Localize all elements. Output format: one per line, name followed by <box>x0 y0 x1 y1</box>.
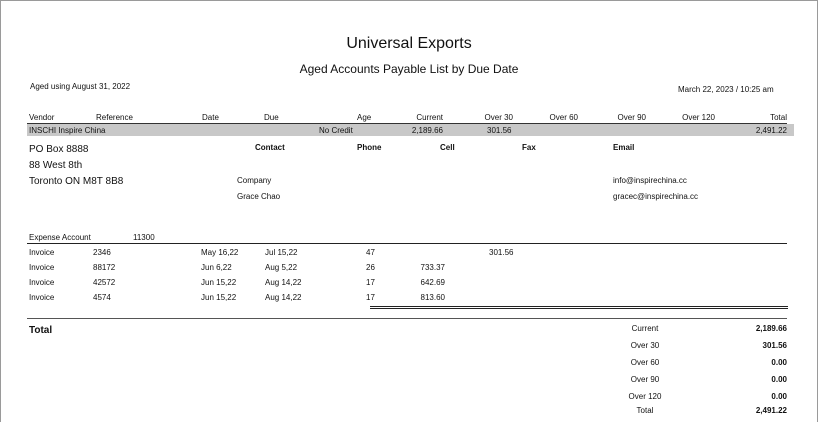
aged-using-text: Aged using August 31, 2022 <box>30 82 131 91</box>
col-date: Date <box>202 113 219 122</box>
total-divider <box>27 318 787 319</box>
invoice-age: 17 <box>366 278 375 287</box>
col-age: Age <box>357 113 372 122</box>
vendor-current: 2,189.66 <box>411 126 443 135</box>
invoice-due: Aug 5,22 <box>265 263 298 272</box>
col-over90: Over 90 <box>617 113 646 122</box>
vendor-total: 2,491.22 <box>755 126 787 135</box>
total-row-label: Total <box>636 406 654 415</box>
invoice-age: 26 <box>366 263 375 272</box>
vendor-over30: 301.56 <box>487 126 512 135</box>
invoice-date: Jun 15,22 <box>201 278 237 287</box>
col-over60: Over 60 <box>549 113 578 122</box>
invoice-ref: 2346 <box>93 248 111 257</box>
total-row-value: 301.56 <box>762 341 787 350</box>
expense-account-number: 11300 <box>133 233 155 242</box>
invoice-ref: 42572 <box>93 278 116 287</box>
col-reference: Reference <box>96 113 133 122</box>
col-over120: Over 120 <box>682 113 715 122</box>
phone-header: Phone <box>357 143 382 152</box>
invoice-age: 17 <box>366 293 375 302</box>
total-row-label: Over 60 <box>630 358 660 367</box>
invoice-over30: 301.56 <box>489 248 514 257</box>
grand-total-label: Total <box>29 325 53 336</box>
col-total: Total <box>770 113 787 122</box>
vendor-credit: No Credit <box>319 126 353 135</box>
invoice-type: Invoice <box>29 278 55 287</box>
contact-company-label: Company <box>237 176 272 185</box>
invoice-due: Aug 14,22 <box>265 278 302 287</box>
invoice-type: Invoice <box>29 248 55 257</box>
total-row-label: Over 30 <box>630 341 660 350</box>
fax-header: Fax <box>522 143 536 152</box>
company-title: Universal Exports <box>346 35 472 52</box>
col-over30: Over 30 <box>484 113 513 122</box>
vendor-name: INSCHI Inspire China <box>29 126 106 135</box>
expense-divider <box>27 243 787 244</box>
cell-header: Cell <box>440 143 455 152</box>
invoice-ref: 88172 <box>93 263 116 272</box>
vendor-address-line2: 88 West 8th <box>29 160 83 171</box>
col-current: Current <box>416 113 443 122</box>
invoice-current: 813.60 <box>420 293 445 302</box>
col-vendor: Vendor <box>29 113 55 122</box>
invoice-date: Jun 15,22 <box>201 293 237 302</box>
printed-timestamp: March 22, 2023 / 10:25 am <box>678 85 774 94</box>
invoice-due: Aug 14,22 <box>265 293 302 302</box>
invoice-ref: 4574 <box>93 293 111 302</box>
total-row-value: 2,189.66 <box>755 324 787 333</box>
invoice-current: 733.37 <box>420 263 445 272</box>
invoice-age: 47 <box>366 248 375 257</box>
total-row-label: Current <box>631 324 659 333</box>
invoice-subtotal-rule <box>370 306 788 307</box>
invoice-date: Jun 6,22 <box>201 263 232 272</box>
invoice-current: 642.69 <box>420 278 445 287</box>
report-title: Aged Accounts Payable List by Due Date <box>299 62 519 76</box>
contact-person: Grace Chao <box>237 192 281 201</box>
email-company: info@inspirechina.cc <box>613 176 687 185</box>
total-row-value: 0.00 <box>771 375 787 384</box>
invoice-date: May 16,22 <box>201 248 239 257</box>
total-row-value: 0.00 <box>771 358 787 367</box>
email-header: Email <box>613 143 635 152</box>
contact-header: Contact <box>255 143 285 152</box>
invoice-due: Jul 15,22 <box>265 248 298 257</box>
total-row-label: Over 120 <box>628 392 662 401</box>
invoice-type: Invoice <box>29 263 55 272</box>
total-row-label: Over 90 <box>630 375 660 384</box>
col-due: Due <box>264 113 279 122</box>
vendor-address-line3: Toronto ON M8T 8B8 <box>29 176 124 187</box>
total-row-value: 2,491.22 <box>755 406 787 415</box>
vendor-address-line1: PO Box 8888 <box>29 144 89 155</box>
invoice-type: Invoice <box>29 293 55 302</box>
email-person: gracec@inspirechina.cc <box>613 192 699 201</box>
expense-account-label: Expense Account <box>29 233 91 242</box>
invoice-subtotal-rule-double <box>370 308 788 309</box>
total-row-value: 0.00 <box>771 392 787 401</box>
